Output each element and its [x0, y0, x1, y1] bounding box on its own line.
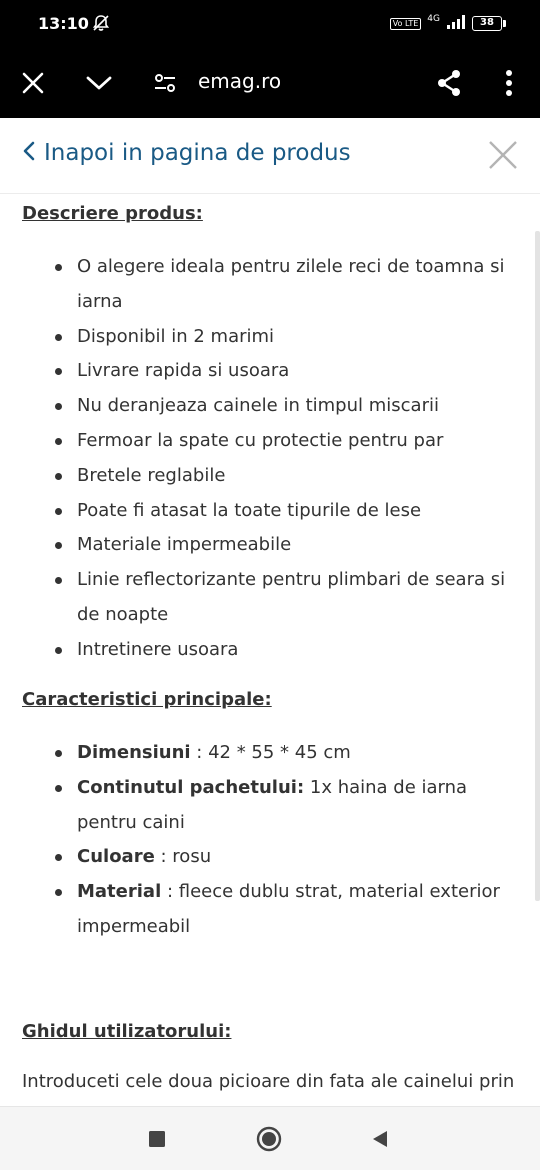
list-item: Intretinere usoara [52, 633, 512, 668]
description-title: Descriere produs: [22, 203, 203, 224]
list-item [52, 875, 512, 945]
volte-badge: Vo LTE [390, 18, 422, 30]
dnd-off-icon [92, 14, 110, 36]
chevron-down-icon[interactable] [76, 60, 122, 106]
product-description-content[interactable] [0, 195, 540, 1105]
list-item: Livrare rapida si usoara [52, 354, 512, 389]
signal-icon [446, 14, 466, 33]
network-type: 4G [427, 13, 440, 24]
characteristic-label: Continutul pachetului: [77, 776, 305, 798]
site-settings-icon[interactable] [142, 60, 188, 106]
guide-title: Ghidul utilizatorului: [22, 1021, 232, 1042]
list-item: O alegere ideala pentru zilele reci de toamna si iarna [52, 250, 512, 320]
characteristics-title: Caracteristici principale: [22, 689, 272, 710]
characteristics-list [52, 736, 512, 945]
more-vertical-icon[interactable] [486, 60, 532, 106]
description-list [52, 250, 512, 668]
browser-toolbar [0, 48, 540, 118]
list-item [52, 771, 512, 841]
recent-apps-icon[interactable] [141, 1123, 173, 1155]
list-item: Materiale impermeabile [52, 528, 512, 563]
characteristic-value: 1x haina de iarna pentru caini [77, 776, 468, 833]
back-icon[interactable] [364, 1123, 396, 1155]
list-item: Fermoar la spate cu protectie pentru par [52, 424, 512, 459]
characteristic-value: : fleece dublu strat, material exterior impermeabil [77, 881, 500, 937]
home-icon[interactable] [253, 1123, 285, 1155]
list-item [52, 840, 512, 875]
status-time: 13:10 [38, 14, 89, 33]
characteristic-label: Material [77, 881, 162, 903]
system-nav-bar [0, 1106, 540, 1170]
status-bar [0, 0, 540, 48]
close-panel-icon[interactable] [486, 138, 520, 172]
back-link-label: Inapoi in pagina de produs [44, 140, 351, 166]
close-icon[interactable] [10, 60, 56, 106]
list-item: Disponibil in 2 marimi [52, 320, 512, 355]
back-to-product-link[interactable] [22, 140, 351, 166]
share-icon[interactable] [426, 60, 472, 106]
chevron-left-icon [22, 140, 36, 166]
list-item: Bretele reglabile [52, 459, 512, 494]
page-header [0, 118, 540, 194]
url-text[interactable]: emag.ro [198, 69, 282, 93]
scrollbar[interactable] [535, 231, 540, 901]
characteristic-label: Culoare [77, 846, 155, 868]
list-item [52, 736, 512, 771]
battery-icon: 38 [472, 16, 502, 31]
list-item: Nu deranjeaza cainele in timpul miscarii [52, 389, 512, 424]
guide-intro-text: Introduceti cele doua picioare din fata ale cainelui prin [22, 1071, 515, 1092]
list-item: Linie reflectorizante pentru plimbari de seara si de noapte [52, 563, 512, 633]
characteristic-value: : rosu [154, 846, 212, 868]
status-icons [390, 14, 502, 33]
list-item: Poate fi atasat la toate tipurile de lese [52, 494, 512, 529]
characteristic-label: Dimensiuni [77, 742, 191, 763]
characteristic-value: : 42 * 55 * 45 cm [190, 742, 351, 763]
